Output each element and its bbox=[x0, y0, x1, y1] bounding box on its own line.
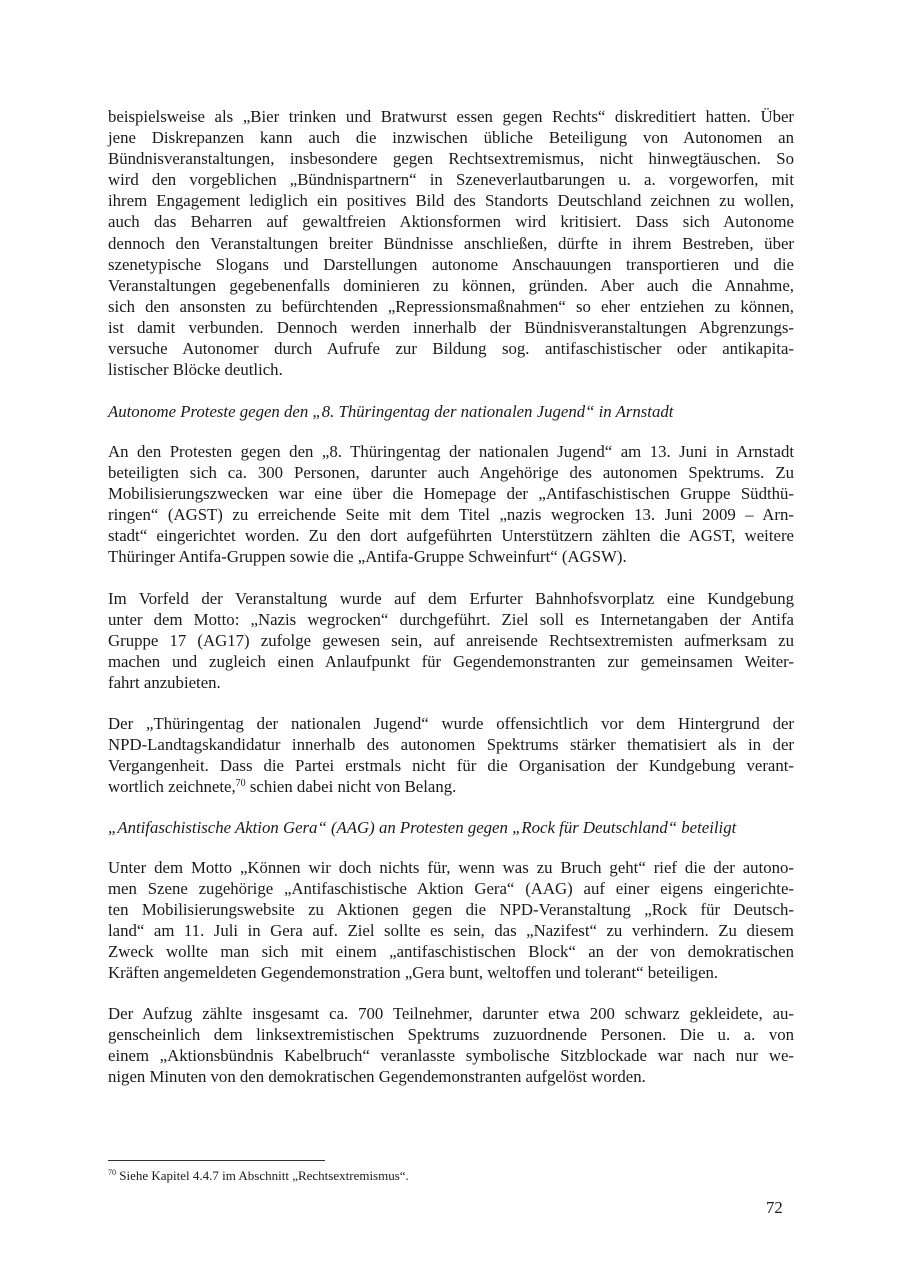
text-line: men Szene zugehörige „Antifaschistische Aktion Gera“ (AAG) auf einer eigens eingerichte- bbox=[108, 879, 794, 899]
text-line bbox=[108, 776, 794, 797]
text-line: Mobilisierungszwecken war eine über die Homepage der „Antifaschistischen Gruppe Südthü- bbox=[108, 484, 794, 504]
footnote-reference[interactable]: 70 bbox=[235, 778, 246, 790]
paragraph-npd-candidacy bbox=[108, 713, 794, 797]
text-line: ringen“ (AGST) zu erreichende Seite mit dem Titel „nazis wegrocken 13. Juni 2009 – Arn- bbox=[108, 505, 794, 525]
text-line: ist damit verbunden. Dennoch werden innerhalb der Bündnisveranstaltungen Abgrenzungs- bbox=[108, 317, 794, 337]
text-line: wird den vorgeblichen „Bündnispartnern“ in Szeneverlautbarungen u. a. vorgeworfen, mit bbox=[108, 170, 794, 190]
text-line: beteiligten sich ca. 300 Personen, darunter auch Angehörige des autonomen Spektrums. Zu bbox=[108, 463, 794, 483]
text-fragment: schien dabei nicht von Belang. bbox=[245, 777, 457, 797]
text-line: Vergangenheit. Dass die Partei erstmals nicht für die Organisation der Kundgebung verant- bbox=[108, 756, 794, 776]
text-line: beispielsweise als „Bier trinken und Bratwurst essen gegen Rechts“ diskreditiert hatten. Über bbox=[108, 107, 794, 126]
text-line: einem „Aktionsbündnis Kabelbruch“ veranlasste symbolische Sitzblockade war nach nur we- bbox=[108, 1046, 794, 1066]
text-line: stadt“ eingerichtet worden. Zu den dort aufgeführten Unterstützern zählten die AGST, weitere bbox=[108, 526, 794, 546]
text-line: versuche Autonomer durch Aufrufe zur Bildung sog. antifaschistischer oder antikapita- bbox=[108, 339, 794, 359]
paragraph-gera-march bbox=[108, 1003, 794, 1087]
text-line: listischer Blöcke deutlich. bbox=[108, 360, 283, 380]
paragraph-gera-mobilisation bbox=[108, 857, 794, 984]
text-line: Gruppe 17 (AG17) zufolge gewesen sein, auf anreisende Rechtsextremisten aufmerksam zu bbox=[108, 631, 794, 651]
text-line: fahrt anzubieten. bbox=[108, 673, 221, 693]
page-number: 72 bbox=[766, 1198, 783, 1217]
text-line: Unter dem Motto „Können wir doch nichts für, wenn was zu Bruch geht“ rief die der autono- bbox=[108, 858, 794, 877]
text-line: auch das Beharren auf gewaltfreien Aktionsformen wird kritisiert. Dass sich Autonome bbox=[108, 212, 794, 232]
text-line: An den Protesten gegen den „8. Thüringentag der nationalen Jugend“ am 13. Juni in Arnstadt bbox=[108, 442, 794, 461]
text-line: ihrem Engagement lediglich ein positives Bild des Standorts Deutschland zeichnen zu wollen, bbox=[108, 191, 794, 211]
text-line: Thüringer Antifa-Gruppen sowie die „Antifa-Gruppe Schweinfurt“ (AGSW). bbox=[108, 547, 627, 567]
text-line: jene Diskrepanzen kann auch die inzwischen übliche Beteiligung von Autonomen an bbox=[108, 128, 794, 148]
text-line: genscheinlich dem linksextremistischen Spektrums zuzuordnende Personen. Die u. a. von bbox=[108, 1025, 794, 1045]
section-heading-gera: „Antifaschistische Aktion Gera“ (AAG) an Protesten gegen „Rock für Deutschland“ beteiligt bbox=[108, 818, 737, 837]
text-line: NPD-Landtagskandidatur innerhalb des autonomen Spektrums stärker thematisiert als in der bbox=[108, 735, 794, 755]
footnote bbox=[108, 1168, 409, 1184]
text-line: machen und zugleich einen Anlaufpunkt für Gegendemonstranten zur gemeinsamen Weiter- bbox=[108, 652, 794, 672]
text-line: dennoch den Veranstaltungen breiter Bündnisse anschließen, dürfte in ihrem Bestreben, über bbox=[108, 233, 794, 253]
footnote-divider bbox=[108, 1160, 325, 1161]
text-line: Der „Thüringentag der nationalen Jugend“ wurde offensichtlich vor dem Hintergrund der bbox=[108, 714, 794, 733]
paragraph-erfurt-rally bbox=[108, 588, 794, 693]
text-line: Zweck wollte man sich mit einem „antifaschistischen Block“ an der von demokratischen bbox=[108, 942, 794, 962]
paragraph-arnstadt-protests bbox=[108, 441, 794, 568]
text-line: nigen Minuten von den demokratischen Gegendemonstranten aufgelöst worden. bbox=[108, 1067, 646, 1087]
text-line: szenetypische Slogans und Darstellungen autonome Anschauungen transportieren und die bbox=[108, 254, 794, 274]
text-line: Der Aufzug zählte insgesamt ca. 700 Teilnehmer, darunter etwa 200 schwarz gekleidete, au- bbox=[108, 1004, 794, 1023]
text-line: Bündnisveranstaltungen, insbesondere gegen Rechtsextremismus, nicht hinwegtäuschen. So bbox=[108, 149, 794, 169]
text-line: unter dem Motto: „Nazis wegrocken“ durchgeführt. Ziel soll es Internetangaben der Antifa bbox=[108, 610, 794, 630]
section-heading-arnstadt: Autonome Proteste gegen den „8. Thüringentag der nationalen Jugend“ in Arnstadt bbox=[108, 402, 674, 421]
text-line: sich den ansonsten zu befürchtenden „Repressionsmaßnahmen“ so eher entziehen zu können, bbox=[108, 296, 794, 316]
text-line: ten Mobilisierungswebsite zu Aktionen gegen die NPD-Veranstaltung „Rock für Deutsch- bbox=[108, 900, 794, 920]
text-fragment: wortlich zeichnete, bbox=[108, 777, 236, 797]
text-line: land“ am 11. Juli in Gera auf. Ziel sollte es sein, das „Nazifest“ zu verhindern. Zu diesem bbox=[108, 921, 794, 941]
text-line: Im Vorfeld der Veranstaltung wurde auf dem Erfurter Bahnhofsvorplatz eine Kundgebung bbox=[108, 589, 794, 608]
footnote-text: Siehe Kapitel 4.4.7 im Abschnitt „Rechtsextremismus“. bbox=[116, 1168, 409, 1183]
paragraph-bund-participation bbox=[108, 106, 794, 380]
text-line: Veranstaltungen gegebenenfalls dominieren zu können, gründen. Aber auch die Annahme, bbox=[108, 275, 794, 295]
text-line: Kräften angemeldeten Gegendemonstration „Gera bunt, weltoffen und tolerant“ beteiligen. bbox=[108, 963, 719, 983]
footnote-number: 70 bbox=[108, 1168, 116, 1177]
